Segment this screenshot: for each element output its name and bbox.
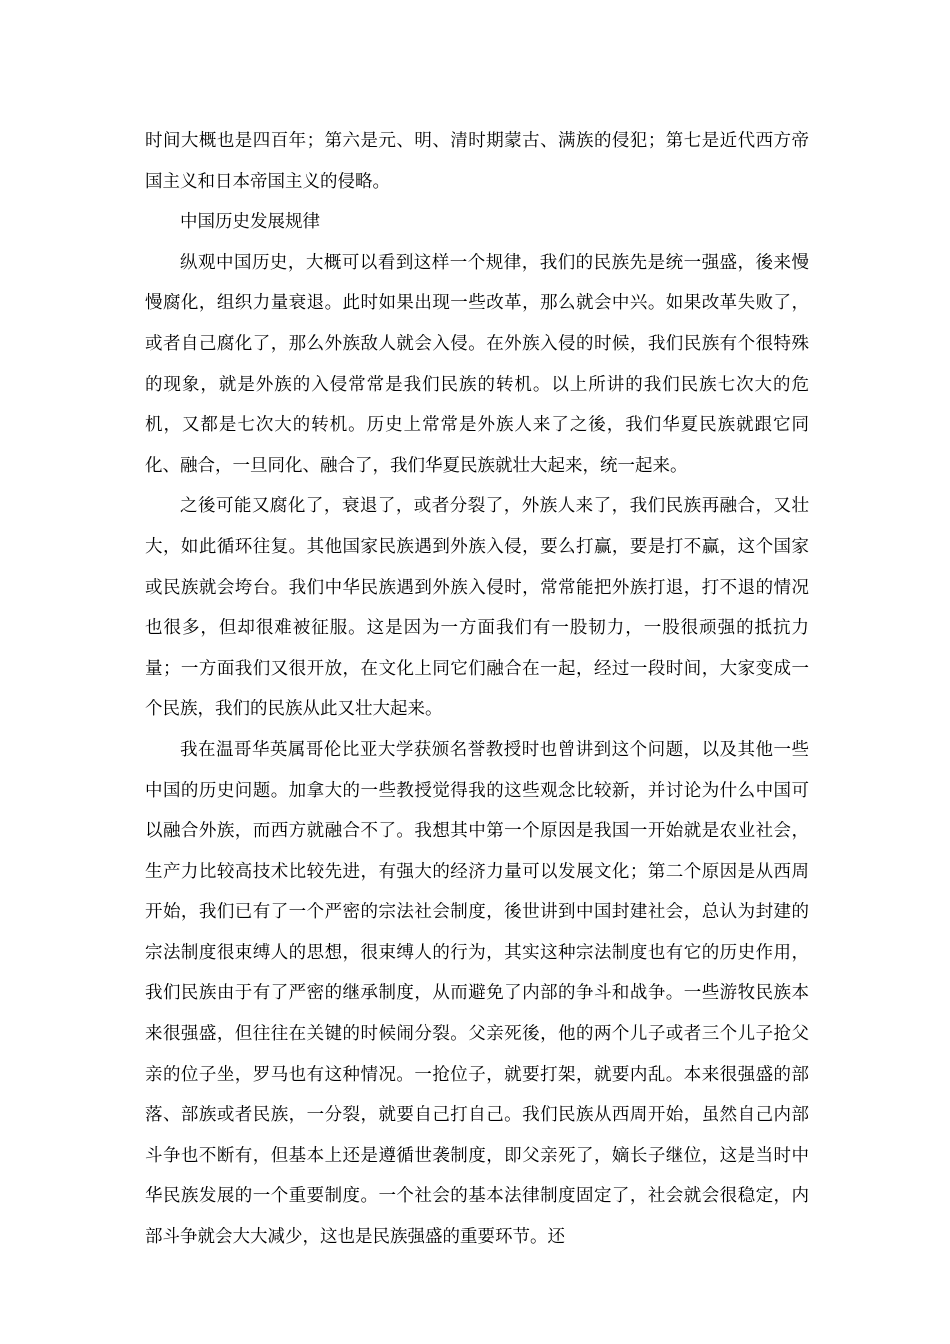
document-page [145, 121, 809, 1258]
paragraph-history-pattern: 纵观中国历史，大概可以看到这样一个规律，我们的民族先是统一强盛，後来慢慢腐化，组织力量衰退。此时如果出现一些改革，那么就会中兴。如果改革失败了，或者自己腐化了，那么外族敌人就会入侵。在外族入侵的时候，我们民族有个很特殊的现象，就是外族的入侵常常是我们民族的转机。以上所讲的我们民族七次大的危机，又都是七次大的转机。历史上常常是外族人来了之後，我们华夏民族就跟它同化、融合，一旦同化、融合了，我们华夏民族就壮大起来，统一起来。 [145, 252, 809, 476]
paragraph-vancouver: 我在温哥华英属哥伦比亚大学获颁名誉教授时也曾讲到这个问题，以及其他一些中国的历史问题。加拿大的一些教授觉得我的这些观念比较新，并讨论为什么中国可以融合外族，而西方就融合不了。我想其中第一个原因是我国一开始就是农业社会，生产力比较高技术比较先进，有强大的经济力量可以发展文化；第二个原因是从西周开始，我们已有了一个严密的宗法社会制度，後世讲到中国封建社会，总认为封建的宗法制度很束缚人的思想，很束缚人的行为，其实这种宗法制度也有它的历史作用，我们民族由于有了严密的继承制度，从而避免了内部的争斗和战争。一些游牧民族本来很强盛，但往往在关键的时候闹分裂。父亲死後，他的两个儿子或者三个儿子抢父亲的位子坐，罗马也有这种情况。一抢位子，就要打架，就要内乱。本来很强盛的部落、部族或者民族，一分裂，就要自己打自己。我们民族从西周开始，虽然自己内部斗争也不断有，但基本上还是遵循世袭制度，即父亲死了，嫡长子继位，这是当时中华民族发展的一个重要制度。一个社会的基本法律制度固定了，社会就会很稳定，内部斗争就会大大减少，这也是民族强盛的重要环节。还 [145, 739, 809, 1248]
section-heading: 中国历史发展规律 [180, 212, 320, 233]
paragraph-continued: 时间大概也是四百年；第六是元、明、清时期蒙古、满族的侵犯；第七是近代西方帝国主义和日本帝国主义的侵略。 [145, 131, 809, 192]
paragraph-cycle: 之後可能又腐化了，衰退了，或者分裂了，外族人来了，我们民族再融合，又壮大，如此循环往复。其他国家民族遇到外族入侵，要么打赢，要是打不赢，这个国家或民族就会垮台。我们中华民族遇到外族入侵时，常常能把外族打退，打不退的情况也很多，但却很难被征服。这是因为一方面我们有一股韧力，一股很顽强的抵抗力量；一方面我们又很开放，在文化上同它们融合在一起，经过一段时间，大家变成一个民族，我们的民族从此又壮大起来。 [145, 496, 809, 720]
